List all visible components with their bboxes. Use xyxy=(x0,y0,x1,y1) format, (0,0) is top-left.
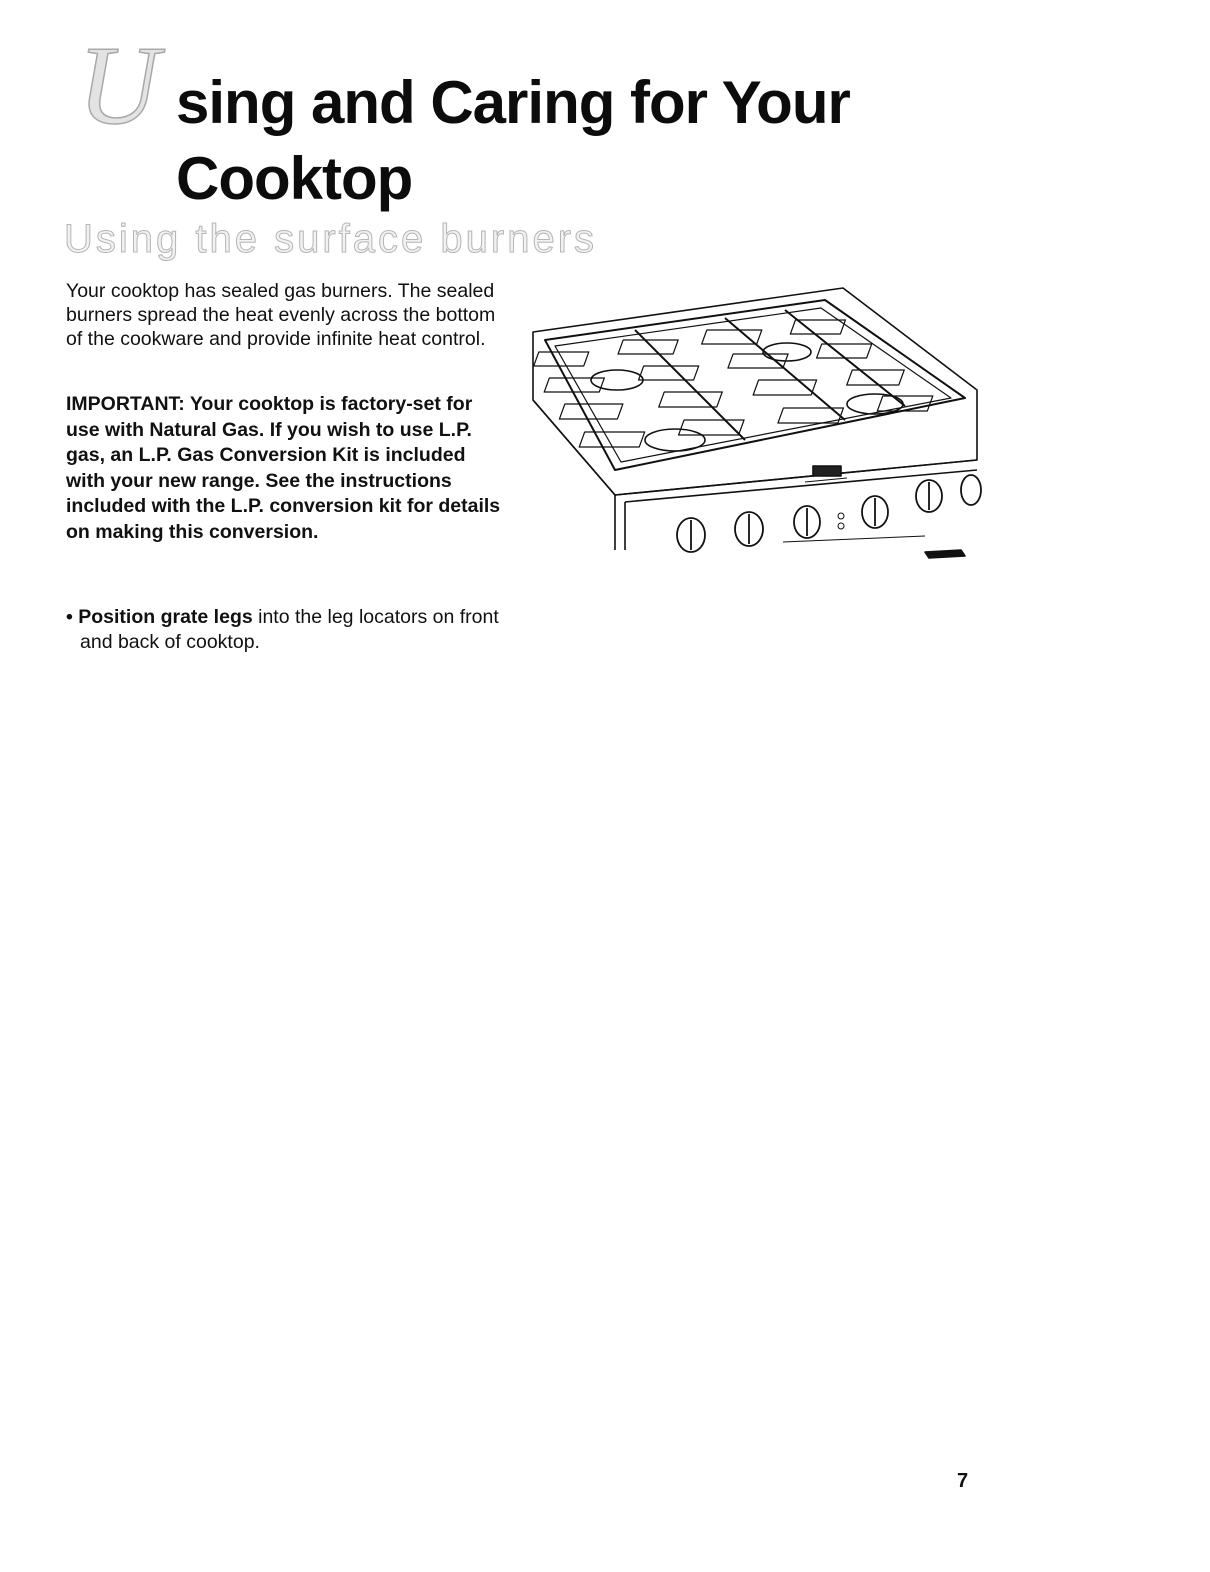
page-title xyxy=(70,24,970,218)
important-notice: IMPORTANT: Your cooktop is factory-set for use with Natural Gas. If you wish to use L.P. gas, an L.P. Gas Conversion Kit is included with your new range. See the instructions included with the L.P. conversion kit for details on making this conversion. xyxy=(66,393,501,543)
section-heading: Using the surface burners xyxy=(64,217,598,261)
bullet-text: into the leg locators on front and back of cooktop. xyxy=(80,606,499,653)
page-number: 7 xyxy=(957,1470,969,1492)
cooktop-illustration xyxy=(525,280,985,565)
bullet-lead: Position grate legs xyxy=(78,606,253,628)
bullet-item xyxy=(66,605,520,655)
title-dropcap: U xyxy=(78,24,157,148)
title-line-1: sing and Caring for Your xyxy=(176,69,850,136)
intro-paragraph: Your cooktop has sealed gas burners. The sealed burners spread the heat evenly across the bottom of the cookware and provide infinite heat control. xyxy=(66,280,496,350)
bullet-dot: • xyxy=(66,606,79,628)
title-line-2: Cooktop xyxy=(176,145,413,212)
